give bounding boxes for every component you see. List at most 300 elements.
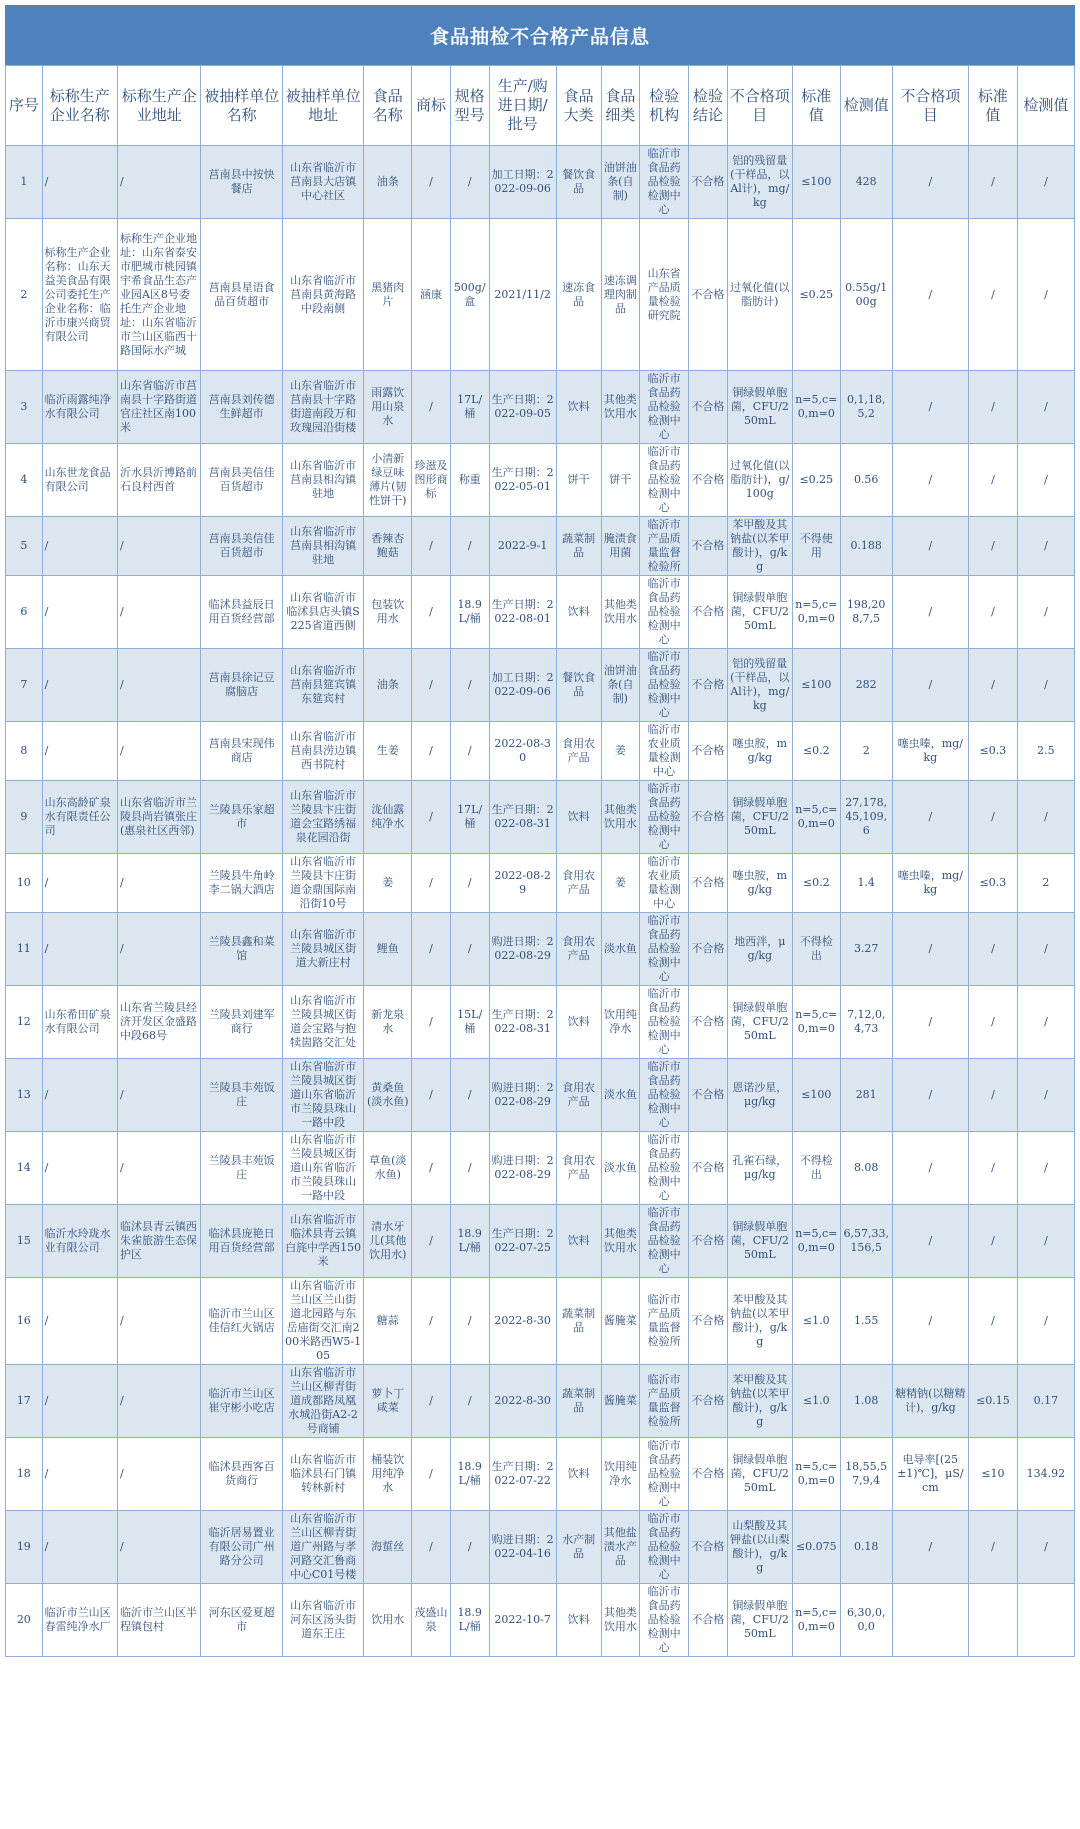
table-cell: 山东省临沂市莒南县相沟镇驻地: [282, 517, 363, 576]
table-cell: 临沭县益辰日用百货经营部: [201, 576, 282, 649]
table-cell: 淡水鱼: [601, 913, 640, 986]
table-cell: 281: [840, 1059, 892, 1132]
table-cell: 山东省临沂市临沭县石门镇转林新村: [282, 1438, 363, 1511]
table-cell: 不合格: [689, 1132, 728, 1205]
table-cell: 临沂市食品药品检验检测中心: [640, 1438, 689, 1511]
table-cell: 18.9L/桶: [450, 1205, 489, 1278]
table-cell: /: [969, 517, 1018, 576]
column-header: 不合格项目: [892, 66, 968, 146]
table-cell: 不合格: [689, 146, 728, 219]
table-cell: 铜绿假单胞菌，CFU/250mL: [727, 371, 792, 444]
table-cell: /: [412, 913, 451, 986]
table-cell: /: [892, 1059, 968, 1132]
table-cell: /: [969, 1205, 1018, 1278]
table-cell: /: [450, 1511, 489, 1584]
table-cell: 食用农产品: [556, 913, 601, 986]
table-row: [6, 913, 1075, 986]
table-cell: /: [42, 722, 117, 781]
table-cell: 黑猪肉片: [364, 219, 412, 371]
table-cell: 饼干: [601, 444, 640, 517]
table-cell: ≤0.075: [792, 1511, 840, 1584]
table-cell: n=5,c=0,m=0: [792, 1584, 840, 1657]
table-cell: /: [892, 649, 968, 722]
table-cell: 山东省临沂市莒南县筵宾镇东筵宾村: [282, 649, 363, 722]
column-header: 标准值: [792, 66, 840, 146]
table-cell: /: [42, 913, 117, 986]
table-cell: /: [42, 1059, 117, 1132]
table-cell: /: [1017, 1132, 1074, 1205]
table-cell: 山东省临沂市兰山区柳青街道广州路与孝河路交汇鲁商中心C01号楼: [282, 1511, 363, 1584]
table-cell: 0.56: [840, 444, 892, 517]
table-cell: /: [969, 1059, 1018, 1132]
table-cell: 河东区爱夏超市: [201, 1584, 282, 1657]
table-cell: /: [412, 722, 451, 781]
table-cell: 山东省临沂市河东区汤头街道东王庄: [282, 1584, 363, 1657]
table-cell: 临沂市食品药品检验检测中心: [640, 1205, 689, 1278]
table-cell: /: [412, 517, 451, 576]
column-header: 不合格项目: [727, 66, 792, 146]
table-cell: 苯甲酸及其钠盐(以苯甲酸计)，g/kg: [727, 517, 792, 576]
table-cell: 铜绿假单胞菌，CFU/250mL: [727, 781, 792, 854]
column-header: 被抽样单位地址: [282, 66, 363, 146]
table-cell: /: [42, 1278, 117, 1365]
table-cell: 山东省临沂市兰山区兰山街道北园路与东岳庙街交汇南200米路西W5-105: [282, 1278, 363, 1365]
table-row: [6, 1278, 1075, 1365]
table-cell: 饮料: [556, 781, 601, 854]
table-cell: 临沂雨露纯净水有限公司: [42, 371, 117, 444]
table-cell: 山东省临沂市兰陵县城区街道会宝路与抱犊崮路交汇处: [282, 986, 363, 1059]
table-cell: 草鱼(淡水鱼): [364, 1132, 412, 1205]
column-header: 检验结论: [689, 66, 728, 146]
table-cell: 噻虫嗪，mg/kg: [892, 722, 968, 781]
table-cell: 临沂市食品药品检验检测中心: [640, 371, 689, 444]
table-cell: 蔬菜制品: [556, 1278, 601, 1365]
table-cell: 临沂市食品药品检验检测中心: [640, 1584, 689, 1657]
table-cell: 不合格: [689, 1205, 728, 1278]
table-cell: n=5,c=0,m=0: [792, 576, 840, 649]
table-cell: 莒南县星语食品百货超市: [201, 219, 282, 371]
table-cell: /: [450, 1059, 489, 1132]
table-row: [6, 146, 1075, 219]
table-cell: 18.9L/桶: [450, 1584, 489, 1657]
table-cell: /: [892, 913, 968, 986]
table-cell: 0.55g/100g: [840, 219, 892, 371]
table-cell: 临沭县西客百货商行: [201, 1438, 282, 1511]
table-cell: 不合格: [689, 722, 728, 781]
table-cell: ≤1.0: [792, 1278, 840, 1365]
table-cell: 临沂市食品药品检验检测中心: [640, 1059, 689, 1132]
table-cell: 临沂市产品质量监督检验所: [640, 517, 689, 576]
table-cell: 小清新绿豆味薄片(韧性饼干): [364, 444, 412, 517]
table-row: [6, 1584, 1075, 1657]
table-cell: /: [1017, 517, 1074, 576]
table-cell: 速冻调理肉制品: [601, 219, 640, 371]
table-cell: 20: [6, 1584, 43, 1657]
table-cell: 珍滋及图形商标: [412, 444, 451, 517]
table-cell: 临沂市食品药品检验检测中心: [640, 781, 689, 854]
table-cell: 糖蒜: [364, 1278, 412, 1365]
table-cell: 不合格: [689, 1278, 728, 1365]
table-cell: 加工日期：2022-09-06: [489, 649, 556, 722]
table-cell: 临沂市食品药品检验检测中心: [640, 1132, 689, 1205]
table-cell: /: [969, 986, 1018, 1059]
table-cell: 铜绿假单胞菌，CFU/250mL: [727, 1438, 792, 1511]
table-cell: 不合格: [689, 649, 728, 722]
table-cell: /: [1017, 649, 1074, 722]
table-cell: 17L/桶: [450, 781, 489, 854]
table-cell: 沂水县沂博路前石良村西首: [117, 444, 200, 517]
table-cell: 1.55: [840, 1278, 892, 1365]
table-row: [6, 371, 1075, 444]
table-cell: 0,1,18,5,2: [840, 371, 892, 444]
table-cell: 15L/桶: [450, 986, 489, 1059]
table-cell: 噻虫胺，mg/kg: [727, 722, 792, 781]
table-cell: /: [450, 1132, 489, 1205]
table-cell: 饮料: [556, 1438, 601, 1511]
table-cell: /: [892, 1132, 968, 1205]
table-cell: 2: [840, 722, 892, 781]
table-cell: ≤100: [792, 649, 840, 722]
table-cell: 2.5: [1017, 722, 1074, 781]
table-cell: /: [412, 649, 451, 722]
table-cell: /: [969, 1511, 1018, 1584]
table-cell: 14: [6, 1132, 43, 1205]
table-cell: 不得使用: [792, 517, 840, 576]
table-cell: 姜: [601, 854, 640, 913]
table-cell: 不合格: [689, 986, 728, 1059]
table-cell: 其他类饮用水: [601, 371, 640, 444]
table-cell: 噻虫胺，mg/kg: [727, 854, 792, 913]
table-cell: /: [450, 722, 489, 781]
table-cell: 不合格: [689, 854, 728, 913]
table-cell: n=5,c=0,m=0: [792, 1205, 840, 1278]
table-row: [6, 517, 1075, 576]
table-cell: 山东高龄矿泉水有限责任公司: [42, 781, 117, 854]
column-header: 检验机构: [640, 66, 689, 146]
table-cell: 18.9L/桶: [450, 576, 489, 649]
table-cell: 临沂市农业质量检测中心: [640, 854, 689, 913]
table-cell: 不合格: [689, 1584, 728, 1657]
table-cell: 不合格: [689, 517, 728, 576]
table-cell: 饮料: [556, 576, 601, 649]
table-cell: 山东省兰陵县经济开发区金盛路中段68号: [117, 986, 200, 1059]
table-cell: 铜绿假单胞菌，CFU/250mL: [727, 986, 792, 1059]
table-cell: 标称生产企业名称：山东天益美食品有限公司委托生产企业名称：临沂市康兴商贸有限公司: [42, 219, 117, 371]
table-cell: 2: [6, 219, 43, 371]
table-cell: 不合格: [689, 781, 728, 854]
table-cell: 5: [6, 517, 43, 576]
table-cell: 莒南县徐记豆腐脑店: [201, 649, 282, 722]
table-row: [6, 722, 1075, 781]
table-cell: 2022-08-29: [489, 854, 556, 913]
table-cell: /: [1017, 219, 1074, 371]
table-row: [6, 1365, 1075, 1438]
table-cell: 其他类饮用水: [601, 1584, 640, 1657]
column-header: 检测值: [1017, 66, 1074, 146]
table-cell: 莒南县美信佳百货超市: [201, 517, 282, 576]
table-cell: 山梨酸及其钾盐(以山梨酸计)，g/kg: [727, 1511, 792, 1584]
table-cell: /: [892, 781, 968, 854]
table-cell: /: [969, 913, 1018, 986]
table-cell: /: [1017, 1511, 1074, 1584]
table-cell: /: [412, 371, 451, 444]
table-cell: 临沂市农业质量检测中心: [640, 722, 689, 781]
table-cell: /: [412, 576, 451, 649]
table-cell: n=5,c=0,m=0: [792, 371, 840, 444]
table-cell: 不得检出: [792, 913, 840, 986]
table-cell: /: [450, 1278, 489, 1365]
table-cell: /: [412, 781, 451, 854]
table-cell: 苯甲酸及其钠盐(以苯甲酸计)，g/kg: [727, 1365, 792, 1438]
table-cell: 姜: [601, 722, 640, 781]
table-cell: ≤100: [792, 1059, 840, 1132]
table-cell: /: [117, 576, 200, 649]
table-cell: 19: [6, 1511, 43, 1584]
table-cell: 油条: [364, 146, 412, 219]
table-cell: 茂盛山泉: [412, 1584, 451, 1657]
column-header: 生产/购进日期/批号: [489, 66, 556, 146]
table-cell: 6,57,33,156,5: [840, 1205, 892, 1278]
table-cell: 生产日期：2022-08-31: [489, 781, 556, 854]
table-cell: 清水牙儿(其他饮用水): [364, 1205, 412, 1278]
page-title: 食品抽检不合格产品信息: [5, 5, 1075, 65]
table-cell: 酱腌菜: [601, 1278, 640, 1365]
table-cell: 27,178,45,109,6: [840, 781, 892, 854]
table-row: [6, 1205, 1075, 1278]
table-cell: ≤0.25: [792, 444, 840, 517]
table-row: [6, 444, 1075, 517]
column-header: 食品大类: [556, 66, 601, 146]
table-cell: 6,30,0,0,0: [840, 1584, 892, 1657]
table-cell: 3.27: [840, 913, 892, 986]
table-cell: 生产日期：2022-05-01: [489, 444, 556, 517]
table-cell: 生产日期：2022-07-22: [489, 1438, 556, 1511]
table-cell: ≤0.2: [792, 722, 840, 781]
table-cell: 铝的残留量(干样品，以Al计)，mg/kg: [727, 146, 792, 219]
table-row: [6, 576, 1075, 649]
table-cell: /: [450, 913, 489, 986]
table-cell: 淡水鱼: [601, 1132, 640, 1205]
table-cell: 过氧化值(以脂肪计): [727, 219, 792, 371]
table-cell: 山东世龙食品有限公司: [42, 444, 117, 517]
table-cell: 临沂市食品药品检验检测中心: [640, 913, 689, 986]
table-cell: /: [892, 1205, 968, 1278]
table-cell: 15: [6, 1205, 43, 1278]
table-cell: 生产日期：2022-07-25: [489, 1205, 556, 1278]
table-cell: 购进日期：2022-08-29: [489, 913, 556, 986]
table-cell: 1.4: [840, 854, 892, 913]
table-cell: 0.17: [1017, 1365, 1074, 1438]
table-cell: 18: [6, 1438, 43, 1511]
table-cell: ≤1.0: [792, 1365, 840, 1438]
table-cell: /: [117, 1059, 200, 1132]
table-cell: /: [450, 649, 489, 722]
table-cell: 兰陵县刘建军商行: [201, 986, 282, 1059]
table-cell: 12: [6, 986, 43, 1059]
table-cell: 酱腌菜: [601, 1365, 640, 1438]
table-cell: 山东省临沂市莒南县相沟镇驻地: [282, 444, 363, 517]
table-cell: 地西泮，μg/kg: [727, 913, 792, 986]
table-cell: /: [412, 1205, 451, 1278]
table-cell: /: [117, 1438, 200, 1511]
table-cell: 2022-10-7: [489, 1584, 556, 1657]
table-cell: /: [892, 444, 968, 517]
table-cell: 生产日期：2022-09-05: [489, 371, 556, 444]
table-cell: 临沂市兰山区佳信红火锅店: [201, 1278, 282, 1365]
table-cell: 18.9L/桶: [450, 1438, 489, 1511]
table-cell: ≤0.2: [792, 854, 840, 913]
table-cell: 不合格: [689, 444, 728, 517]
table-cell: 食用农产品: [556, 1132, 601, 1205]
table-cell: 山东省临沂市兰陵县卞庄街道会宝路绣福泉花园沿街: [282, 781, 363, 854]
table-cell: /: [412, 986, 451, 1059]
table-cell: /: [892, 371, 968, 444]
table-cell: /: [969, 1278, 1018, 1365]
table-cell: 0.18: [840, 1511, 892, 1584]
table-cell: /: [892, 146, 968, 219]
table-cell: /: [969, 219, 1018, 371]
table-cell: 8.08: [840, 1132, 892, 1205]
table-cell: /: [42, 854, 117, 913]
table-cell: /: [450, 854, 489, 913]
table-cell: 282: [840, 649, 892, 722]
table-cell: 铜绿假单胞菌，CFU/250mL: [727, 576, 792, 649]
table-cell: ≤100: [792, 146, 840, 219]
table-cell: 蔬菜制品: [556, 517, 601, 576]
table-cell: 兰陵县鑫和菜馆: [201, 913, 282, 986]
table-cell: /: [1017, 781, 1074, 854]
table-cell: 生产日期：2022-08-31: [489, 986, 556, 1059]
table-cell: 噻虫嗪，mg/kg: [892, 854, 968, 913]
table-cell: 不合格: [689, 576, 728, 649]
failed-products-table: [5, 65, 1075, 1657]
table-cell: 9: [6, 781, 43, 854]
table-cell: 油饼油条(自制): [601, 649, 640, 722]
table-cell: 生产日期：2022-08-01: [489, 576, 556, 649]
table-cell: 莒南县宋现伟商店: [201, 722, 282, 781]
table-cell: /: [117, 1365, 200, 1438]
table-cell: /: [117, 146, 200, 219]
table-cell: 莒南县中按快餐店: [201, 146, 282, 219]
table-cell: 饮料: [556, 1584, 601, 1657]
table-cell: /: [117, 517, 200, 576]
table-cell: /: [969, 576, 1018, 649]
column-header: 检测值: [840, 66, 892, 146]
table-cell: /: [42, 1511, 117, 1584]
table-cell: /: [42, 1365, 117, 1438]
table-cell: 11: [6, 913, 43, 986]
table-cell: 山东省临沂市莒南县十字路街道南段万和玫瑰园沿街楼: [282, 371, 363, 444]
table-cell: 其他类饮用水: [601, 576, 640, 649]
table-cell: 2: [1017, 854, 1074, 913]
table-row: [6, 781, 1075, 854]
table-cell: /: [969, 781, 1018, 854]
table-cell: /: [450, 517, 489, 576]
table-cell: 临沂市产品质量监督检验所: [640, 1365, 689, 1438]
table-cell: 不合格: [689, 1059, 728, 1132]
table-cell: 蔬菜制品: [556, 1365, 601, 1438]
table-cell: 7,12,0,4,73: [840, 986, 892, 1059]
table-cell: 海蜇丝: [364, 1511, 412, 1584]
table-cell: 临沂市兰山区半程镇包村: [117, 1584, 200, 1657]
table-cell: 雨露饮用山泉水: [364, 371, 412, 444]
table-cell: /: [892, 219, 968, 371]
table-cell: 糖精钠(以糖精计)，g/kg: [892, 1365, 968, 1438]
table-cell: 2022-08-30: [489, 722, 556, 781]
table-cell: 山东希田矿泉水有限公司: [42, 986, 117, 1059]
table-cell: 4: [6, 444, 43, 517]
table-cell: 临沂市兰山区崔守彬小吃店: [201, 1365, 282, 1438]
table-cell: 山东省临沂市莒南县黄海路中段南侧: [282, 219, 363, 371]
table-cell: 桶装饮用纯净水: [364, 1438, 412, 1511]
table-cell: 17: [6, 1365, 43, 1438]
table-cell: /: [42, 517, 117, 576]
table-cell: 兰陵县牛角岭李二锅大酒店: [201, 854, 282, 913]
table-cell: 山东省临沂市兰陵县城区街道大新庄村: [282, 913, 363, 986]
table-cell: 7: [6, 649, 43, 722]
table-cell: [969, 1584, 1018, 1657]
table-cell: /: [892, 1278, 968, 1365]
table-cell: 临沂市食品药品检验检测中心: [640, 986, 689, 1059]
table-cell: /: [412, 1511, 451, 1584]
table-cell: /: [1017, 1205, 1074, 1278]
table-cell: 2021/11/2: [489, 219, 556, 371]
table-cell: 山东省临沂市兰陵县城区街道山东省临沂市兰陵县珠山一路中段: [282, 1059, 363, 1132]
table-cell: 山东省临沂市临沭县店头镇S225省道西侧: [282, 576, 363, 649]
table-row: [6, 1132, 1075, 1205]
table-cell: 0.188: [840, 517, 892, 576]
table-cell: 购进日期：2022-04-16: [489, 1511, 556, 1584]
table-cell: 不合格: [689, 913, 728, 986]
table-cell: /: [42, 146, 117, 219]
table-cell: /: [1017, 1278, 1074, 1365]
table-cell: /: [42, 576, 117, 649]
table-cell: ≤10: [969, 1438, 1018, 1511]
table-cell: ≤0.15: [969, 1365, 1018, 1438]
table-cell: /: [450, 1365, 489, 1438]
table-cell: 鲤鱼: [364, 913, 412, 986]
table-cell: 苯甲酸及其钠盐(以苯甲酸计)，g/kg: [727, 1278, 792, 1365]
table-cell: /: [969, 444, 1018, 517]
table-cell: 1: [6, 146, 43, 219]
table-cell: /: [969, 146, 1018, 219]
table-cell: 不合格: [689, 1365, 728, 1438]
table-cell: 山东省临沂市兰陵县城区街道山东省临沂市兰陵县珠山一路中段: [282, 1132, 363, 1205]
table-cell: /: [1017, 371, 1074, 444]
table-cell: 饮用水: [364, 1584, 412, 1657]
table-cell: 临沭县庞艳日用百货经营部: [201, 1205, 282, 1278]
table-cell: 山东省临沂市莒南县涝边镇西书院村: [282, 722, 363, 781]
table-cell: 泷仙露纯净水: [364, 781, 412, 854]
table-cell: 临沂水玲珑水业有限公司: [42, 1205, 117, 1278]
table-cell: 500g/盒: [450, 219, 489, 371]
table-cell: /: [117, 913, 200, 986]
table-cell: 临沂市食品药品检验检测中心: [640, 576, 689, 649]
table-cell: 2022-8-30: [489, 1365, 556, 1438]
table-cell: 山东省临沂市兰陵县卞庄街道金鼎国际南沿街10号: [282, 854, 363, 913]
table-cell: n=5,c=0,m=0: [792, 781, 840, 854]
table-cell: 加工日期：2022-09-06: [489, 146, 556, 219]
table-cell: 莒南县刘传德生鲜超市: [201, 371, 282, 444]
table-cell: 不合格: [689, 371, 728, 444]
column-header: 食品名称: [364, 66, 412, 146]
table-cell: 铜绿假单胞菌，CFU/250mL: [727, 1584, 792, 1657]
table-cell: 食用农产品: [556, 1059, 601, 1132]
table-cell: 饮用纯净水: [601, 986, 640, 1059]
table-cell: 水产制品: [556, 1511, 601, 1584]
table-cell: 临沂居易置业有限公司广州路分公司: [201, 1511, 282, 1584]
table-cell: 新龙泉水: [364, 986, 412, 1059]
